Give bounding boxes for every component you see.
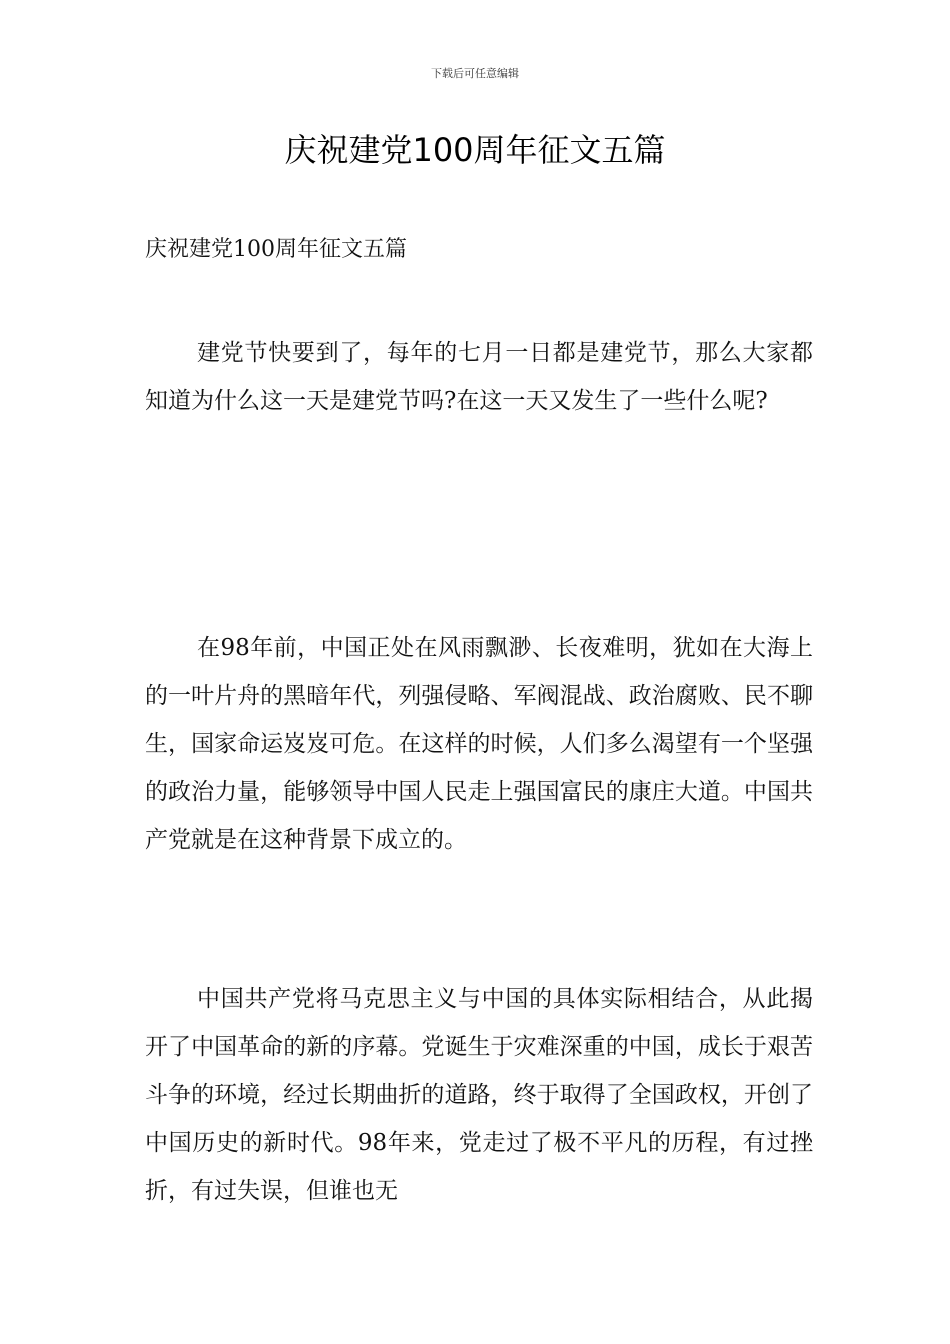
document-title: 庆祝建党100周年征文五篇 xyxy=(284,131,666,169)
document-subtitle: 庆祝建党100周年征文五篇 xyxy=(145,237,407,262)
paragraph-1: 建党节快要到了，每年的七月一日都是建党节，那么大家都知道为什么这一天是建党节吗?在这一天又发生了一些什么呢? xyxy=(145,340,813,414)
header-note: 下载后可任意编辑 xyxy=(431,67,519,80)
paragraph-3: 中国共产党将马克思主义与中国的具体实际相结合，从此揭开了中国革命的新的序幕。党诞生于灾难深重的中国，成长于艰苦斗争的环境，经过长期曲折的道路，终于取得了全国政权，开创了中国历史的新时代。98年来，党走过了极不平凡的历程，有过挫折，有过失误，但谁也无 xyxy=(145,986,813,1204)
paragraph-2: 在98年前，中国正处在风雨飘渺、长夜难明，犹如在大海上的一叶片舟的黑暗年代，列强侵略、军阀混战、政治腐败、民不聊生，国家命运岌岌可危。在这样的时候，人们多么渴望有一个坚强的政治力量，能够领导中国人民走上强国富民的康庄大道。中国共产党就是在这种背景下成立的。 xyxy=(145,635,813,853)
